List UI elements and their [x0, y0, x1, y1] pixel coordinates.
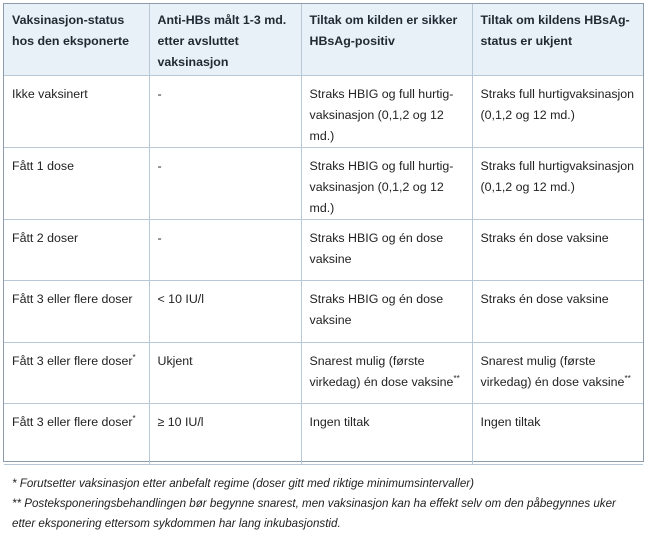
table-row	[4, 147, 643, 219]
cell-status: Fått 1 dose	[4, 147, 149, 219]
cell-anti-hbs: -	[149, 219, 301, 280]
cell-source-unknown: Straks én dose vaksine	[472, 280, 643, 342]
cell-status: Ikke vaksinert	[4, 75, 149, 147]
cell-source-positive: Snarest mulig (første virkedag) én dose vaksine**	[301, 342, 472, 403]
cell-source-unknown: Straks full hurtigvaksinasjon (0,1,2 og 12 md.)	[472, 75, 643, 147]
table-row	[4, 342, 643, 403]
cell-source-positive: Straks HBIG og full hurtig-vaksinasjon (0,1,2 og 12 md.)	[301, 75, 472, 147]
cell-source-unknown: Straks full hurtigvaksinasjon (0,1,2 og 12 md.)	[472, 147, 643, 219]
cell-anti-hbs: < 10 IU/l	[149, 280, 301, 342]
table-header-row	[4, 4, 643, 75]
cell-source-positive: Straks HBIG og én dose vaksine	[301, 219, 472, 280]
table-row	[4, 403, 643, 464]
cell-source-positive: Ingen tiltak	[301, 403, 472, 464]
cell-anti-hbs: -	[149, 75, 301, 147]
cell-anti-hbs: -	[149, 147, 301, 219]
table-row	[4, 75, 643, 147]
hepatitis-b-exposure-table	[4, 4, 643, 465]
cell-source-unknown: Ingen tiltak	[472, 403, 643, 464]
cell-status: Fått 2 doser	[4, 219, 149, 280]
cell-status: Fått 3 eller flere doser*	[4, 342, 149, 403]
cell-anti-hbs: Ukjent	[149, 342, 301, 403]
table-row	[4, 219, 643, 280]
header-source-positive: Tiltak om kilden er sikker HBsAg-positiv	[301, 4, 472, 75]
footnote-single-asterisk: * Forutsetter vaksinasjon etter anbefalt regime (doser gitt med riktige minimumsintervaller)	[12, 476, 474, 490]
cell-source-positive: Straks HBIG og én dose vaksine	[301, 280, 472, 342]
table-row	[4, 280, 643, 342]
cell-source-unknown: Snarest mulig (første virkedag) én dose vaksine**	[472, 342, 643, 403]
cell-status: Fått 3 eller flere doser	[4, 280, 149, 342]
table-footnotes	[4, 465, 643, 534]
cell-status: Fått 3 eller flere doser*	[4, 403, 149, 464]
cell-source-positive: Straks HBIG og full hurtig-vaksinasjon (0,1,2 og 12 md.)	[301, 147, 472, 219]
cell-anti-hbs: ≥ 10 IU/l	[149, 403, 301, 464]
cell-source-unknown: Straks én dose vaksine	[472, 219, 643, 280]
header-source-unknown: Tiltak om kildens HBsAg-status er ukjent	[472, 4, 643, 75]
footnote-double-asterisk: ** Posteksponeringsbehandlingen bør begynne snarest, men vaksinasjon kan ha effekt selv om den påbegynnes uker etter eksponering ettersom sykdommen har lang inkubasjonstid.	[12, 496, 616, 530]
header-vaccination-status: Vaksinasjon-status hos den eksponerte	[4, 4, 149, 75]
vaccination-table-container	[3, 3, 644, 530]
header-anti-hbs: Anti-HBs målt 1-3 md. etter avsluttet vaksinasjon	[149, 4, 301, 75]
